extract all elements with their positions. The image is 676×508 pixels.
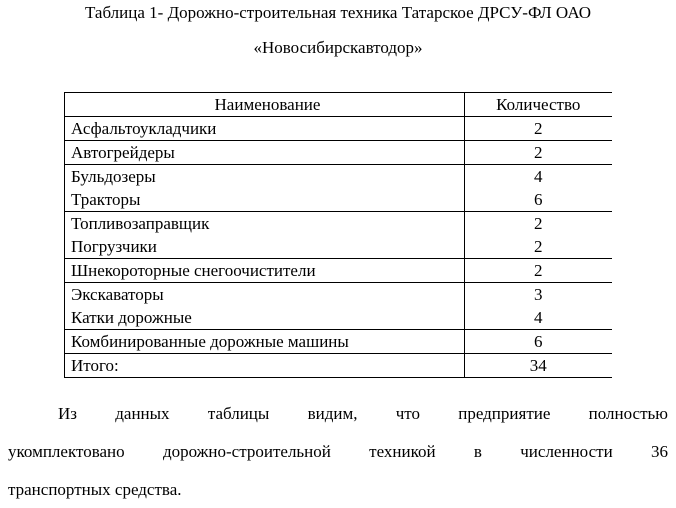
header-name: Наименование bbox=[65, 93, 465, 117]
row-quantity: 4 bbox=[534, 166, 543, 186]
paragraph-word: укомплектовано bbox=[8, 442, 125, 461]
row-quantity: 2 bbox=[465, 141, 612, 165]
row-quantity: 2 bbox=[465, 259, 612, 283]
table-row bbox=[65, 165, 612, 189]
row-quantity: 3 bbox=[534, 284, 543, 304]
header-quantity: Количество bbox=[465, 93, 612, 117]
paragraph-line-3: транспортных средства. bbox=[8, 480, 182, 499]
paragraph-line-2 bbox=[8, 442, 668, 462]
table-total-row bbox=[65, 354, 612, 378]
row-name: Топливозаправщик bbox=[65, 212, 465, 236]
row-name: Асфальтоукладчики bbox=[65, 117, 465, 141]
table-row bbox=[65, 283, 612, 307]
row-name: Погрузчики bbox=[65, 235, 465, 259]
row-name: Автогрейдеры bbox=[65, 141, 465, 165]
table-row bbox=[65, 188, 612, 212]
paragraph-word: Из bbox=[58, 404, 77, 423]
equipment-table bbox=[64, 92, 612, 378]
row-quantity: 6 bbox=[465, 188, 612, 212]
total-label: Итого: bbox=[65, 354, 465, 378]
row-name: Тракторы bbox=[65, 188, 465, 212]
paragraph-line-1 bbox=[58, 404, 668, 424]
row-name: Шнекороторные снегоочистители bbox=[65, 259, 465, 283]
table-row bbox=[65, 330, 612, 354]
row-name: Комбинированные дорожные машины bbox=[65, 330, 465, 354]
row-quantity: 4 bbox=[465, 306, 612, 330]
paragraph-word: численности bbox=[520, 442, 613, 461]
row-quantity: 2 bbox=[465, 117, 612, 141]
paragraph-word: таблицы bbox=[207, 404, 270, 423]
paragraph-word: дорожно-строительной bbox=[162, 442, 331, 461]
paragraph-word: 36 bbox=[650, 442, 668, 461]
row-quantity: 2 bbox=[534, 213, 543, 233]
table-row bbox=[65, 212, 612, 236]
table-row bbox=[65, 141, 612, 165]
row-quantity: 2 bbox=[465, 235, 612, 259]
paragraph-word: в bbox=[473, 442, 482, 461]
table-title-line-2: «Новосибирскавтодор» bbox=[253, 38, 423, 57]
row-name: Экскаваторы bbox=[65, 283, 465, 307]
paragraph-word: техникой bbox=[369, 442, 436, 461]
paragraph-word: что bbox=[395, 404, 420, 423]
table-row bbox=[65, 259, 612, 283]
total-quantity: 34 bbox=[465, 354, 612, 378]
table-row bbox=[65, 306, 612, 330]
row-quantity: 6 bbox=[465, 330, 612, 354]
paragraph-word: данных bbox=[115, 404, 170, 423]
paragraph-word: предприятие bbox=[458, 404, 551, 423]
paragraph-word: видим, bbox=[307, 404, 358, 423]
paragraph-word: полностью bbox=[588, 404, 668, 423]
table-header-row bbox=[65, 93, 612, 117]
table-title-line-1: Таблица 1- Дорожно-строительная техника Татарское ДРСУ-ФЛ ОАО bbox=[84, 3, 592, 22]
row-name: Бульдозеры bbox=[65, 165, 465, 189]
row-name: Катки дорожные bbox=[65, 306, 465, 330]
table-row bbox=[65, 117, 612, 141]
table-row bbox=[65, 235, 612, 259]
